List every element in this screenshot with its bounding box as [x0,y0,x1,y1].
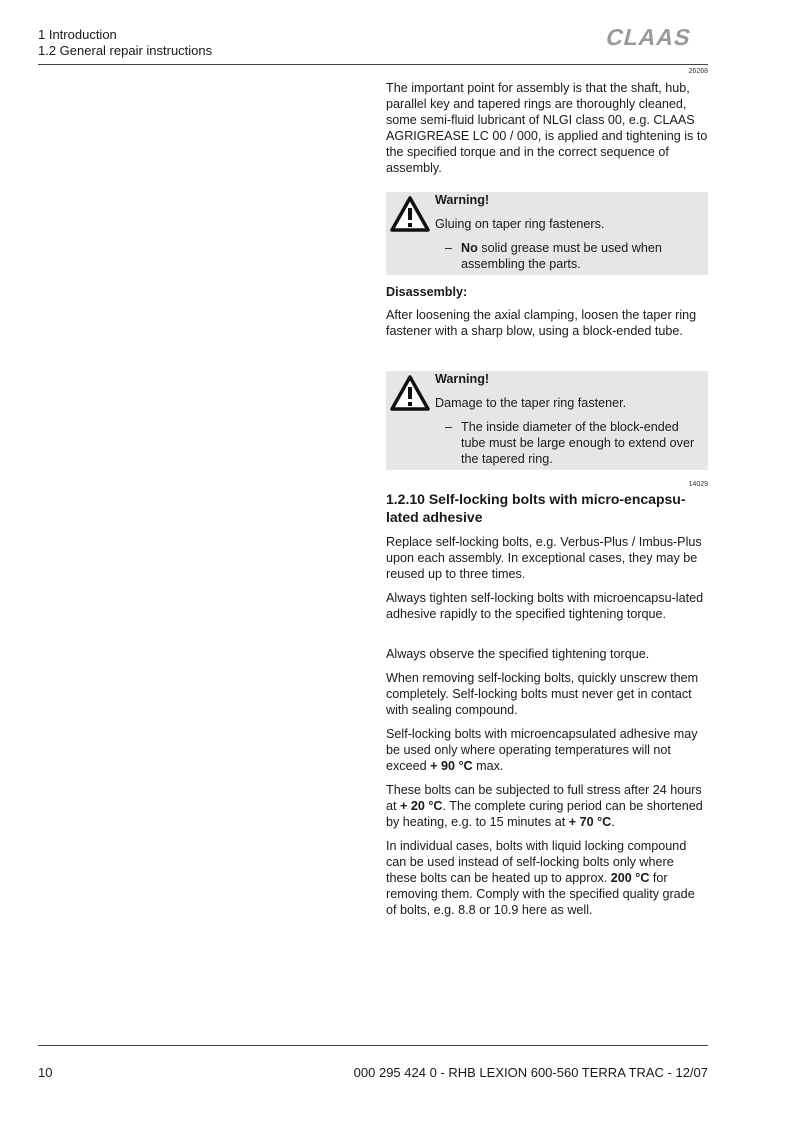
section-p7-text-c: for removing them. Comply with the specified quality grade of bolts, e.g. 8.8 or 10.9 here as well. [386,871,695,917]
section-p2-text: Always tighten self-locking bolts with microencapsu-lated adhesive rapidly to the specified tightening torque. [386,591,704,621]
section-p1-text: Replace self-locking bolts, e.g. Verbus-Plus / Imbus-Plus upon each assembly. In exceptional cases, they may be reused up to three times. [386,535,702,581]
warning-2-title: Warning! [435,372,490,386]
section-p3-text: Always observe the specified tightening torque. [386,647,650,661]
warning-triangle-icon [390,375,430,411]
warning-box-1 [386,192,708,275]
disassembly-paragraph [386,307,708,339]
section-paragraph-7 [386,838,708,918]
page-number: 10 [38,1065,53,1080]
section-p5-text-a: Self-locking bolts with microencapsulated adhesive may be used only where operating temperatures will not exceed [386,727,698,773]
section-p4-text: When removing self-locking bolts, quickly unscrew them completely. Self-locking bolts must never get in contact with sealing compound. [386,671,699,717]
section-p7-temp: 200 °C [610,871,650,885]
header-chapter: 1 Introduction [38,27,117,42]
disassembly-heading: Disassembly: [386,285,468,299]
figure-ref-top: 26268 [688,68,708,75]
section-paragraph-2 [386,590,708,622]
header-section: 1.2 General repair instructions [38,43,213,58]
section-p6-text-e: . [611,815,615,829]
warning-1-title: Warning! [435,193,490,207]
section-paragraph-4 [386,670,708,718]
warning-box-2 [386,371,708,470]
section-p6-text-a: These bolts can be subjected to full stress after 24 hours at [386,783,702,813]
section-p6-temp-2: + 70 °C [568,815,612,829]
section-paragraph-1 [386,534,708,582]
warning-1-item [445,240,705,272]
section-title: 1.2.10 Self-locking bolts with micro-encapsu-lated adhesive [386,491,686,525]
section-p5-temp: + 90 °C [430,759,473,773]
warning-2-dash: – [445,420,453,434]
warning-1-item-text: solid grease must be used when assembling the parts. [461,241,662,271]
assembly-text: The important point for assembly is that the shaft, hub, parallel key and tapered rings are thoroughly cleaned, some semi-fluid lubricant of NLGI class 00, e.g. CLAAS AGRIGREASE LC 00 / 000, is applied and tightening is to the specified torque and in the correct sequence of assembly. [386,81,708,175]
warning-2-item [445,419,705,467]
claas-logo-text: CLAAS [604,24,695,50]
warning-1-text: Gluing on taper ring fasteners. [435,217,605,231]
section-p7-text-a: In individual cases, bolts with liquid locking compound can be used instead of self-locking bolts only where these bolts can be heated up to approx. [386,839,687,885]
section-p5-text-c: max. [472,759,504,773]
section-p6-text-c: . The complete curing period can be shortened by heating, e.g. to 15 minutes at [386,799,703,829]
warning-1-item-bold: No [461,241,478,255]
warning-1-dash: – [445,241,453,255]
disassembly-text: After loosening the axial clamping, loosen the taper ring fastener with a sharp blow, using a block-ended tube. [386,308,697,338]
claas-logo [604,24,708,50]
figure-ref-mid: 14029 [688,481,708,488]
warning-triangle-icon [390,196,430,232]
header-rule [38,64,708,65]
section-paragraph-3 [386,646,708,662]
warning-2-item-text: The inside diameter of the block-ended tube must be large enough to extend over the tapered ring. [461,420,695,466]
document-id: 000 295 424 0 - RHB LEXION 600-560 TERRA TRAC - 12/07 [353,1065,708,1080]
assembly-paragraph [386,80,708,176]
section-paragraph-6 [386,782,708,830]
footer-rule [38,1045,708,1046]
section-p6-temp-1: + 20 °C [400,799,443,813]
warning-2-text: Damage to the taper ring fastener. [435,396,627,410]
section-paragraph-5 [386,726,708,774]
